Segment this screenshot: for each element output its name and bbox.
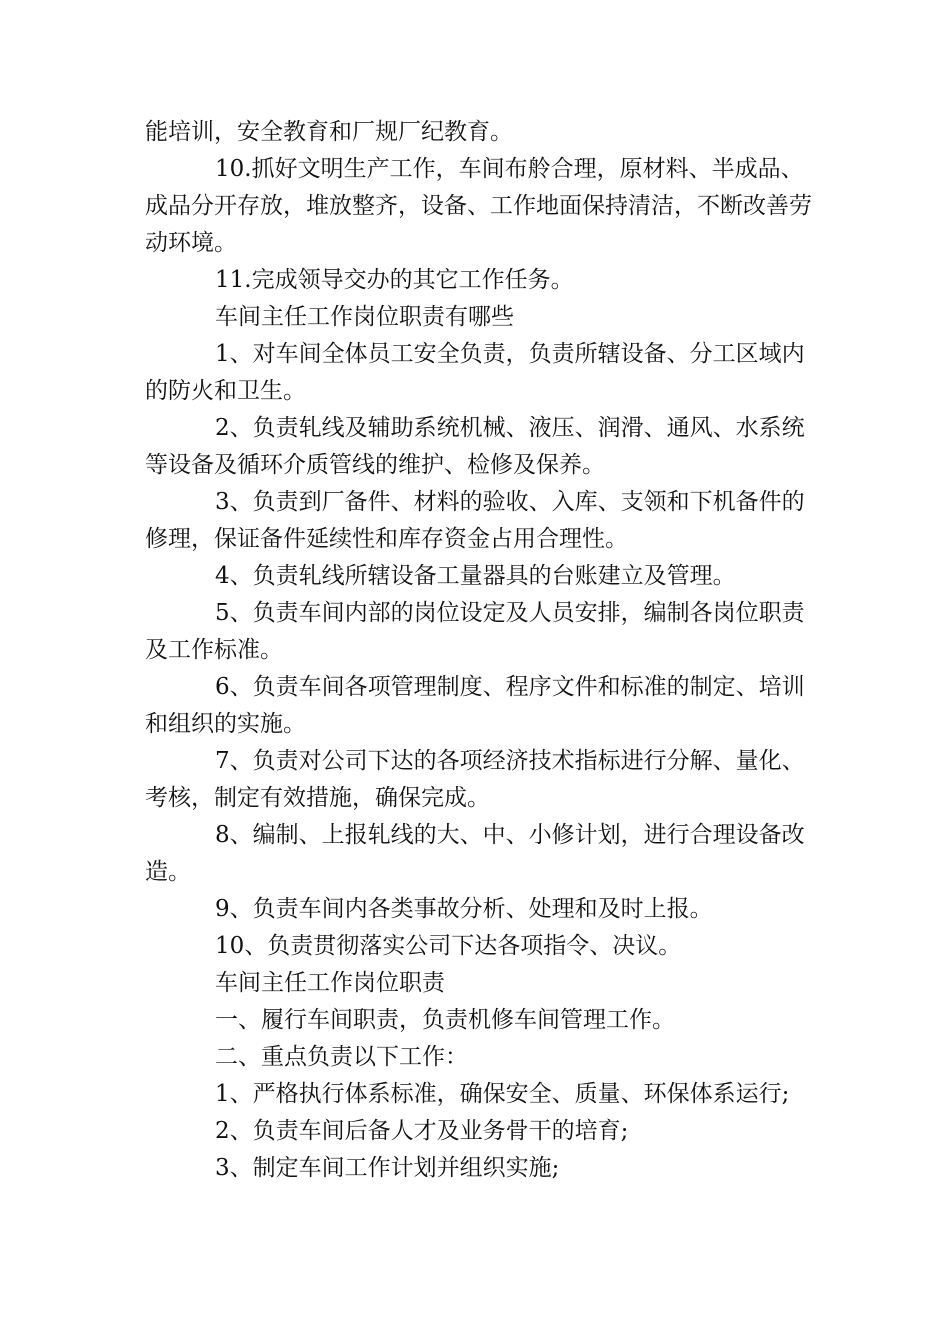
paragraph-18: 2、负责车间后备人才及业务骨干的培育; <box>215 1118 629 1144</box>
paragraph-1: 10.抓好文明生产工作，车间布舲合理，原材料、半成品、成品分开存放，堆放整齐，设备、工作地面保持清洁，不断改善劳动环境。 <box>145 156 812 256</box>
paragraph-11: 8、编制、上报轧线的大、中、小修计划，进行合理设备改造。 <box>145 822 805 885</box>
paragraph-19: 3、制定车间工作计划并组织实施; <box>215 1155 560 1181</box>
paragraph-8: 5、负责车间内部的岗位设定及人员安排，编制各岗位职责及工作标准。 <box>145 600 805 663</box>
paragraph-16: 二、重点负责以下工作： <box>215 1044 468 1070</box>
section-heading-2: 车间主任工作岗位职责 <box>215 970 445 996</box>
paragraph-12: 9、负责车间内各类事故分析、处理和及时上报。 <box>215 896 713 922</box>
paragraph-15: 一、履行车间职责，负责机修车间管理工作。 <box>215 1007 675 1033</box>
document-body <box>145 114 825 1187</box>
paragraph-5: 2、负责轧线及辅助系统机械、液压、润滑、通风、水系统等设备及循环介质管线的维护、检修及保养。 <box>145 415 805 478</box>
paragraph-2: 11.完成领导交办的其它工作任务。 <box>215 267 574 293</box>
section-heading-1: 车间主任工作岗位职责有哪些 <box>215 304 514 330</box>
paragraph-10: 7、负责对公司下达的各项经济技术指标进行分解、量化、考核，制定有效措施，确保完成。 <box>145 748 805 811</box>
paragraph-13: 10、负责贯彻落实公司下达各项指令、决议。 <box>215 933 682 959</box>
paragraph-17: 1、严格执行体系标准，确保安全、质量、环保体系运行; <box>215 1081 790 1107</box>
paragraph-7: 4、负责轧线所辖设备工量器具的台账建立及管理。 <box>215 563 736 589</box>
paragraph-0: 能培训，安全教育和厂规厂纪教育。 <box>145 119 513 145</box>
paragraph-9: 6、负责车间各项管理制度、程序文件和标准的制定、培训和组织的实施。 <box>145 674 805 737</box>
paragraph-4: 1、对车间全体员工安全负责，负责所辖设备、分工区域内的防火和卫生。 <box>145 341 805 404</box>
paragraph-6: 3、负责到厂备件、材料的验收、入库、支领和下机备件的修理，保证备件延续性和库存资金占用合理性。 <box>145 489 805 552</box>
